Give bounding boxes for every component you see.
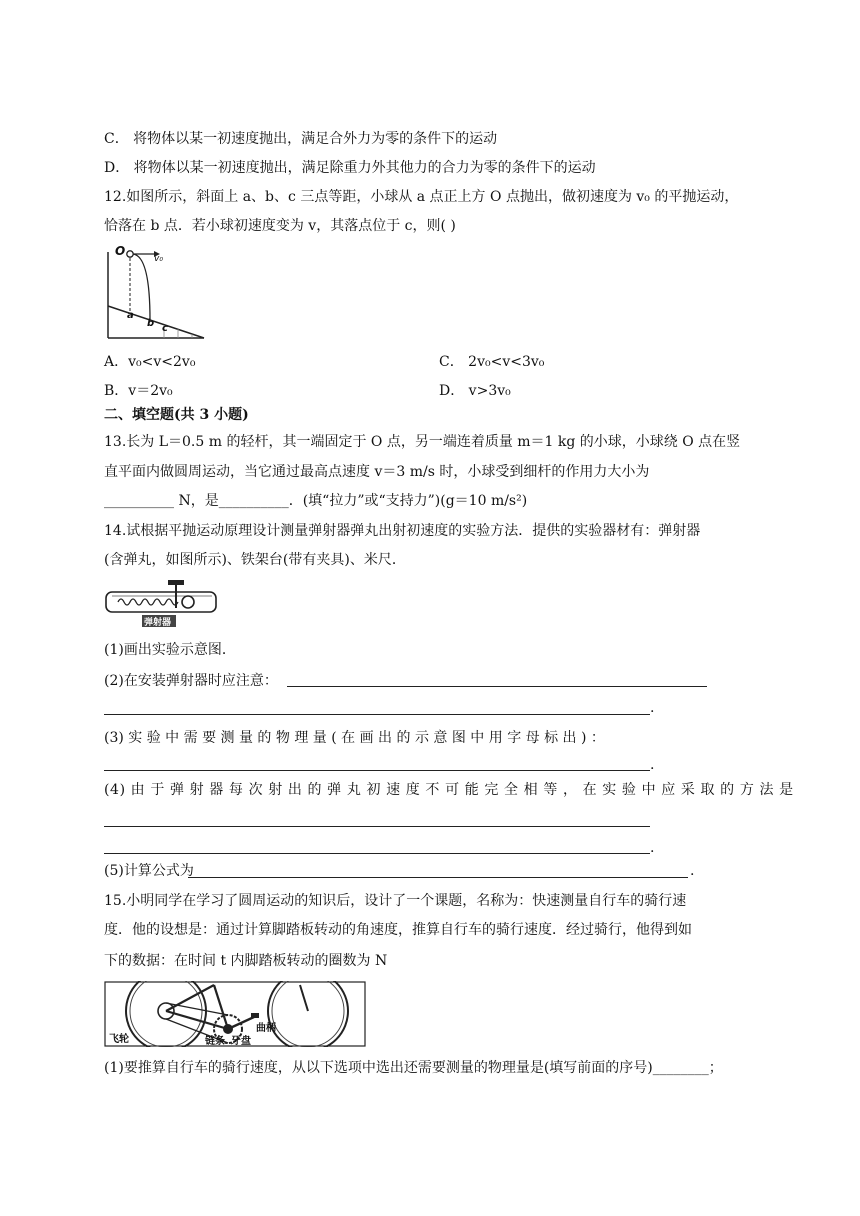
q15-fig-label-flywheel: 飞轮: [109, 1034, 129, 1045]
q12-option-a: A．v₀<v<2v₀: [104, 354, 196, 370]
q12-option-b: B．v＝2v₀: [104, 383, 173, 399]
q14-part5: (5)计算公式为: [104, 863, 194, 879]
q14-part1: (1)画出实验示意图．: [104, 642, 236, 658]
q15-fig-label-crank: 曲柄: [256, 1023, 276, 1034]
q13-line3: __________ N，是__________．(填“拉力”或“支持力”)(g＝10 m/s²): [104, 493, 528, 509]
q14-part2-period: .: [650, 700, 655, 716]
q14-part2-blank: [287, 686, 707, 687]
q14-part4: (4) 由 于 弹 射 器 每 次 射 出 的 弹 丸 初 速 度 不 可 能 完 全 相 等 ， 在 实 验 中 应 采 取 的 方 法 是: [104, 782, 794, 798]
q15-line2: 度．他的设想是：通过计算脚踏板转动的角速度，推算自行车的骑行速度．经过骑行，他得到如: [104, 922, 692, 938]
q14-part3-blank: [104, 770, 650, 771]
q15-sub1: (1)要推算自行车的骑行速度，从以下选项中选出还需要测量的物理量是(填写前面的序号)________；: [104, 1060, 723, 1076]
q14-part3-text: (3) 实 验 中 需 要 测 量 的 物 理 量 ( 在 画 出 的 示 意 图 中 用 字 母 标 出 ) ：: [104, 730, 605, 746]
q11-option-c: C． 将物体以某一初速度抛出，满足合外力为零的条件下的运动: [104, 131, 498, 147]
section-heading: 二、填空题(共 3 小题): [104, 407, 249, 423]
q15-bicycle-figure: [104, 981, 366, 1047]
q12-fig-label-c: c: [162, 323, 168, 334]
q11-option-d: D． 将物体以某一初速度抛出，满足除重力外其他力的合力为零的条件下的运动: [104, 160, 596, 176]
q14-line2: (含弹丸，如图所示)、铁架台(带有夹具)、米尺．: [104, 552, 406, 568]
q13-line2: 直平面内做圆周运动，当它通过最高点速度 v＝3 m/s 时，小球受到细杆的作用力大小为: [104, 464, 650, 480]
q14-part4-blank2: [104, 853, 650, 854]
q12-stem-line1: 12.如图所示，斜面上 a、b、c 三点等距，小球从 a 点正上方 O 点抛出，做初速度为 v₀ 的平抛运动，: [104, 189, 739, 205]
q12-fig-label-v0: v₀: [154, 254, 163, 264]
q14-launcher-figure: [104, 578, 220, 628]
q14-part4-period: .: [650, 840, 655, 856]
q15-line3: 下的数据：在时间 t 内脚踏板转动的圈数为 N: [104, 953, 388, 969]
q14-part4-blank: [104, 826, 650, 827]
q14-part2: (2)在安装弹射器时应注意：: [104, 673, 278, 689]
q13-line1: 13.长为 L＝0.5 m 的轻杆，其一端固定于 O 点，另一端连着质量 m＝1 kg 的小球，小球绕 O 点在竖: [104, 434, 741, 450]
q12-stem-line2: 恰落在 b 点．若小球初速度变为 v，其落点位于 c，则( ): [104, 218, 456, 234]
q14-part3: [104, 728, 764, 748]
q12-fig-label-b: b: [147, 318, 155, 329]
q14-part5-period: .: [690, 863, 695, 879]
q15-fig-label-chainring: 牙盘: [231, 1036, 251, 1047]
q14-fig-caption: 弹射器: [144, 618, 172, 628]
q14-part2-blank2: [104, 714, 650, 715]
q12-incline-figure: [104, 244, 210, 342]
q15-fig-label-chain: 链条: [205, 1036, 225, 1047]
q14-part3-period: .: [650, 757, 655, 773]
q15-line1: 15.小明同学在学习了圆周运动的知识后，设计了一个课题，名称为：快速测量自行车的骑行速: [104, 893, 687, 909]
q14-line1: 14.试根据平抛运动原理设计测量弹射器弹丸出射初速度的实验方法．提供的实验器材有：弹射器: [104, 523, 701, 539]
q12-fig-label-o: O: [115, 244, 126, 258]
q12-fig-label-a: a: [127, 310, 134, 321]
q14-part5-blank: [188, 877, 688, 878]
q12-option-d: D． v>3v₀: [439, 383, 511, 399]
q12-option-c: C． 2v₀<v<3v₀: [439, 354, 545, 370]
